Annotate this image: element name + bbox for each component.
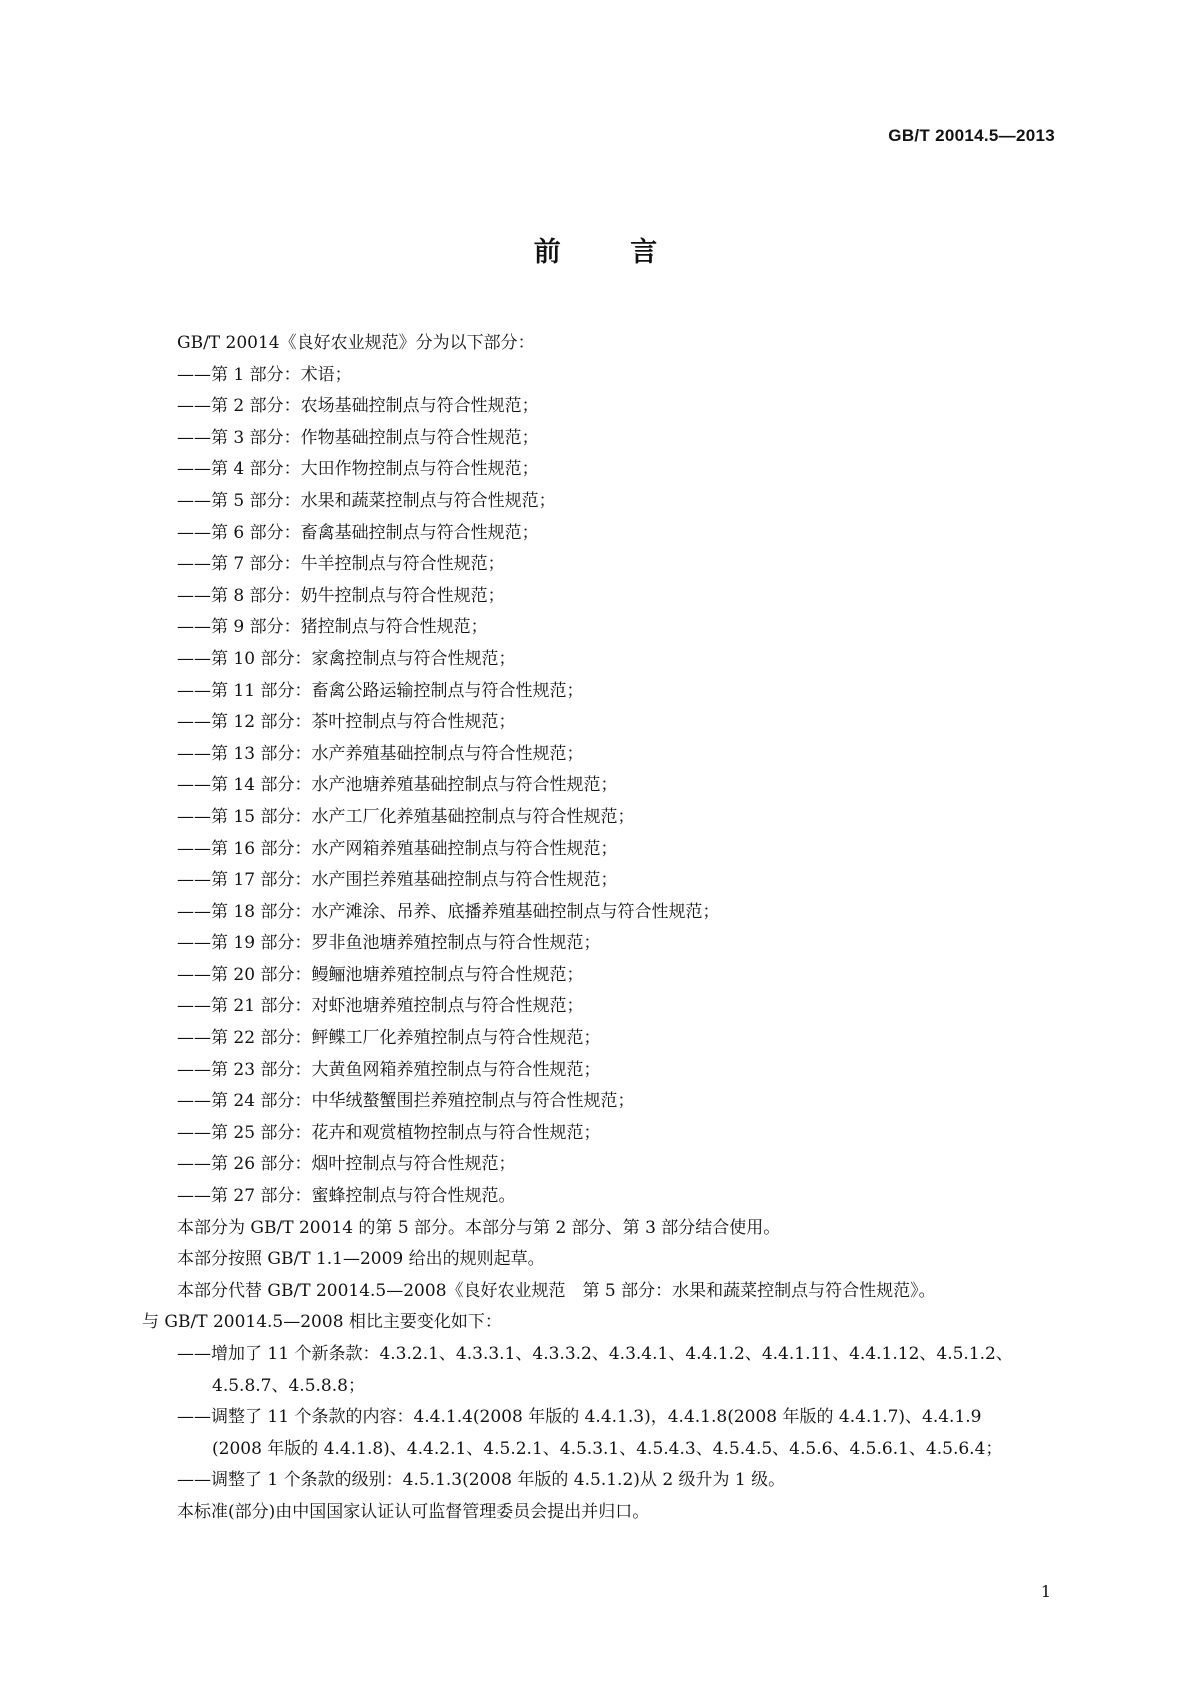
part-list-item: ——第 17 部分：水产围拦养殖基础控制点与符合性规范； [177,870,618,891]
part-list-item: ——第 22 部分：鲆鲽工厂化养殖控制点与符合性规范； [177,1028,601,1049]
replacement-paragraph-continued: 与 GB/T 20014.5—2008 相比主要变化如下： [142,1312,502,1333]
part-list-item: ——第 25 部分：花卉和观赏植物控制点与符合性规范； [177,1122,601,1143]
part-list-item: ——第 24 部分：中华绒螯蟹围拦养殖控制点与符合性规范； [177,1091,635,1112]
part-list-item: ——第 2 部分：农场基础控制点与符合性规范； [177,396,539,417]
standard-code: GB/T 20014.5—2013 [888,126,1055,145]
part-list-item: ——第 19 部分：罗非鱼池塘养殖控制点与符合性规范； [177,933,601,954]
page-number: 1 [1040,1582,1051,1601]
change-item-line: ——增加了 11 个新条款：4.3.2.1、4.3.3.1、4.3.3.2、4.3.4.1、4.4.1.2、4.4.1.11、4.4.1.12、4.5.1.2、 [177,1344,1013,1364]
part-list-item: ——第 6 部分：畜禽基础控制点与符合性规范； [177,522,539,543]
proposer-paragraph: 本标准(部分)由中国国家认证认可监督管理委员会提出并归口。 [177,1501,650,1522]
part-list-item: ——第 16 部分：水产网箱养殖基础控制点与符合性规范； [177,838,618,859]
part-list-item: ——第 5 部分：水果和蔬菜控制点与符合性规范； [177,490,556,511]
part-list-item: ——第 15 部分：水产工厂化养殖基础控制点与符合性规范； [177,806,635,827]
intro-paragraph: GB/T 20014《良好农业规范》分为以下部分： [177,333,535,353]
change-item-line: ——调整了 11 个条款的内容：4.4.1.4(2008 年版的 4.4.1.3)，4.4.1.8(2008 年版的 4.4.1.7)、4.4.1.9 [177,1407,982,1428]
drafting-rule-paragraph: 本部分按照 GB/T 1.1—2009 给出的规则起草。 [177,1249,545,1270]
scope-paragraph: 本部分为 GB/T 20014 的第 5 部分。本部分与第 2 部分、第 3 部分结合使用。 [177,1217,781,1238]
part-list-item: ——第 8 部分：奶牛控制点与符合性规范； [177,585,505,606]
part-list-item: ——第 10 部分：家禽控制点与符合性规范； [177,648,516,669]
part-list-item: ——第 23 部分：大黄鱼网箱养殖控制点与符合性规范； [177,1059,601,1080]
document-body [142,328,1062,1529]
part-list-item: ——第 13 部分：水产养殖基础控制点与符合性规范； [177,743,584,764]
change-item-line-continued: 4.5.8.7、4.5.8.8； [212,1375,365,1396]
part-list-item: ——第 1 部分：术语； [177,364,352,385]
change-item [142,1402,1062,1465]
part-list-item: ——第 3 部分：作物基础控制点与符合性规范； [177,427,539,448]
change-item-line-continued: (2008 年版的 4.4.1.8)、4.4.2.1、4.5.2.1、4.5.3.1、4.5.4.3、4.5.4.5、4.5.6、4.5.6.1、4.5.6.4； [212,1438,1003,1459]
part-list-item: ——第 9 部分：猪控制点与符合性规范； [177,617,488,638]
part-list-item: ——第 14 部分：水产池塘养殖基础控制点与符合性规范； [177,775,618,796]
change-item [142,1339,1062,1402]
part-list-item: ——第 20 部分：鳗鲡池塘养殖控制点与符合性规范； [177,964,584,985]
part-list-item: ——第 21 部分：对虾池塘养殖控制点与符合性规范； [177,996,584,1017]
part-list-item: ——第 27 部分：蜜蜂控制点与符合性规范。 [177,1186,516,1207]
part-list-item: ——第 18 部分：水产滩涂、吊养、底播养殖基础控制点与符合性规范； [177,901,720,922]
part-list-item: ——第 7 部分：牛羊控制点与符合性规范； [177,554,505,575]
page-title: 前 言 [533,237,688,268]
part-list-item: ——第 26 部分：烟叶控制点与符合性规范； [177,1154,516,1175]
part-list-item: ——第 4 部分：大田作物控制点与符合性规范； [177,459,539,480]
replacement-paragraph: 本部分代替 GB/T 20014.5—2008《良好农业规范 第 5 部分：水果和蔬菜控制点与符合性规范》。 [177,1280,936,1301]
part-list-item: ——第 12 部分：茶叶控制点与符合性规范； [177,712,516,733]
part-list-item: ——第 11 部分：畜禽公路运输控制点与符合性规范； [177,680,584,701]
change-item: ——调整了 1 个条款的级别：4.5.1.3(2008 年版的 4.5.1.2)从 2 级升为 1 级。 [177,1470,786,1491]
